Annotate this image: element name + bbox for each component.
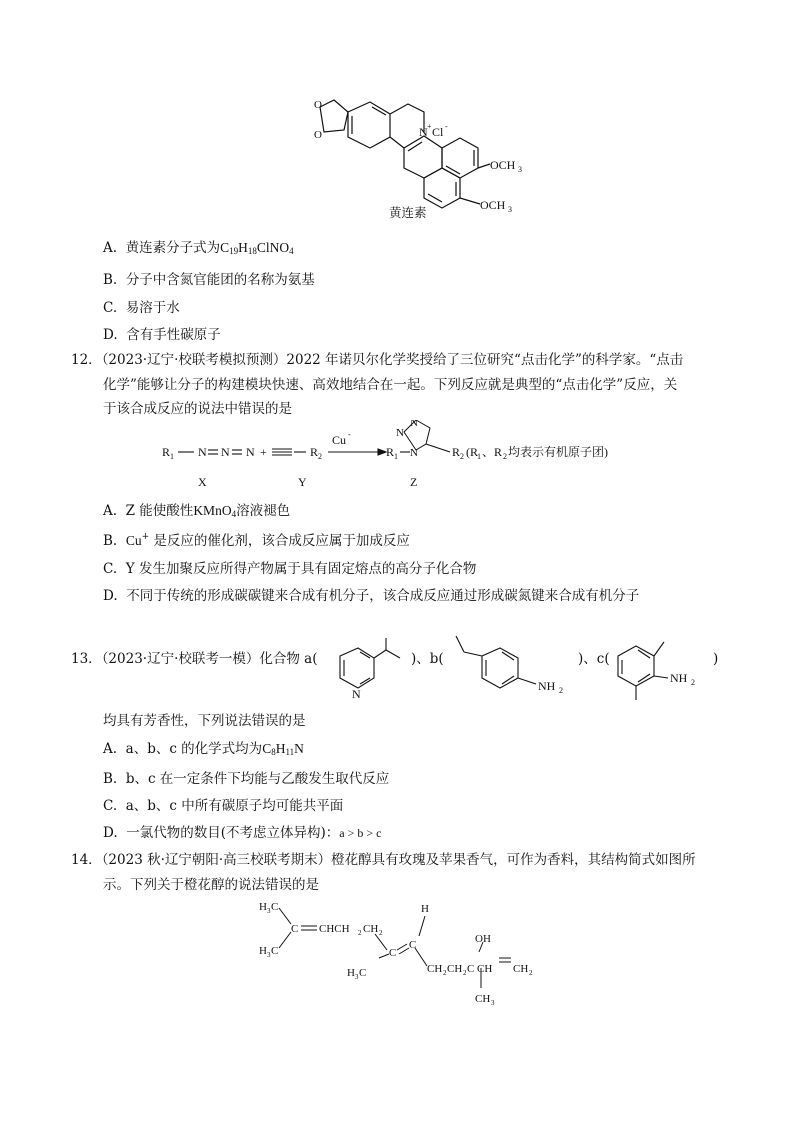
question-12-stem: 12．（2023·辽宁·校联考模拟预测）2022 年诺贝尔化学奖授给了三位研究“点击化学”的科学家。“点击 [71,352,684,368]
svg-text:(R: (R [466,445,478,459]
svg-text:2: 2 [503,452,507,461]
svg-text:O: O [314,99,322,111]
svg-text:C: C [359,967,367,979]
separator-c: )、c( [578,651,610,667]
svg-text:、R: 、R [482,445,503,459]
svg-text:2: 2 [443,969,447,977]
option-d: D. 一氯代物的数目(不考虑立体异构)：a > b > c [103,825,382,841]
svg-text:NH: NH [538,679,556,693]
svg-text:CH: CH [513,963,529,975]
svg-text:R: R [310,445,319,459]
separator-b: )、b( [411,651,444,667]
svg-text:OCH: OCH [490,158,516,172]
svg-text:1: 1 [477,452,481,461]
svg-text:1: 1 [170,452,174,461]
option-d: D. 不同于传统的形成碳碳键来合成有机分子，该合成反应通过形成碳氮键来合成有机分子 [103,588,640,604]
option-a: A. a、b、c 的化学式均为$C_8H_{11}N$ [103,741,304,757]
option-b: B. Cu+ 是反应的催化剂，该合成反应属于加成反应 [103,532,410,549]
svg-text:N: N [396,427,404,439]
svg-text:+: + [260,445,267,459]
svg-text:N: N [198,445,207,459]
formula: $C_{19}H_{18}ClNO_4$ [220,240,294,256]
svg-text:Cl: Cl [432,125,444,139]
svg-text:C: C [389,947,397,959]
question-12-stem-line-3: 于该合成反应的说法中错误的是 [103,401,292,417]
option-a: A. 黄连素分子式为$C_{19}H_{18}ClNO_4$ [103,240,294,256]
option-b: B. b、c 在一定条件下均能与乙酸发生取代反应 [103,771,390,787]
svg-text:Y: Y [298,475,307,489]
benzene-ring-left [348,102,390,148]
svg-text:2: 2 [460,452,464,461]
svg-text:OH: OH [475,933,491,945]
svg-text:-: - [348,430,351,439]
svg-text:CH: CH [427,963,443,975]
svg-text:C: C [467,963,475,975]
svg-text:X: X [198,475,207,489]
catalyst-label: Cu [332,433,347,447]
svg-text:OCH: OCH [480,198,506,212]
svg-text:N: N [410,447,418,459]
svg-text:-: - [445,122,448,131]
svg-text:N: N [352,687,361,701]
svg-text:2: 2 [379,929,383,937]
option-c: C. 易溶于水 [103,300,180,316]
svg-text:3: 3 [491,999,495,1007]
svg-text:1: 1 [394,452,398,461]
svg-text:H: H [421,903,429,915]
svg-text:+: + [427,122,432,131]
svg-text:2: 2 [318,452,322,461]
svg-text:CH: CH [363,923,379,935]
structure-caption: 黄连素 [389,205,427,220]
closing-paren: ) [713,651,719,667]
svg-text:N: N [410,420,418,429]
svg-text:H: H [259,901,267,913]
question-14-stem-line-2: 示。下列关于橙花醇的说法错误的是 [103,877,319,893]
nerol-structure [255,896,585,1016]
svg-text:CH: CH [477,963,493,975]
svg-text:CH: CH [475,993,491,1005]
svg-text:3: 3 [508,205,512,214]
option-d: D. 含有手性碳原子 [103,327,221,343]
svg-text:C: C [271,945,279,957]
svg-text:R: R [386,445,395,459]
option-b: B. 分子中含氮官能团的名称为氨基 [103,272,315,288]
svg-text:C: C [409,939,417,951]
dioxole-ring [320,100,348,132]
svg-text:O: O [314,129,322,141]
svg-text:H: H [259,945,267,957]
svg-text:2: 2 [358,929,362,937]
compound-c-structure [606,632,719,708]
svg-text:3: 3 [267,951,271,959]
svg-text:N: N [221,445,230,459]
compound-b-structure [448,634,578,710]
svg-text:均表示有机原子团): 均表示有机原子团) [508,445,608,459]
svg-text:H: H [347,967,355,979]
svg-text:3: 3 [267,907,271,915]
svg-text:C: C [291,923,299,935]
svg-text:3: 3 [518,165,522,174]
option-c: C. a、b、c 中所有碳原子均可能共平面 [103,798,344,814]
svg-text:R: R [162,445,171,459]
svg-text:Z: Z [410,475,418,489]
question-14-stem: 14．（2023 秋·辽宁朝阳·高三校联考期末）橙花醇具有玫瑰及苹果香气，可作为香料，其结构简式如图所 [71,852,696,868]
svg-text:2: 2 [691,678,695,687]
svg-text:2: 2 [559,686,563,695]
question-13-stem-line-2: 均具有芳香性，下列说法错误的是 [103,713,306,729]
svg-text:N: N [246,445,255,459]
compound-a-structure [322,636,412,706]
svg-text:CHCH: CHCH [319,923,350,935]
option-a: A. Z 能使酸性KMnO$_4$溶液褪色 [103,503,291,519]
svg-text:NH: NH [670,671,688,685]
svg-text:CH: CH [447,963,463,975]
benzene-ring-right [442,138,478,178]
svg-text:2: 2 [529,969,533,977]
svg-text:C: C [271,901,279,913]
click-reaction-scheme [160,420,680,492]
question-12-stem-line-2: 化学”能够让分子的构建模块快速、高效地结合在一起。下列反应就是典型的“点击化学”反应，关 [103,377,678,393]
svg-text:3: 3 [355,973,359,981]
nitrogen-label: N [419,125,428,139]
svg-text:R: R [452,445,461,459]
question-13-stem: 13．（2023·辽宁·校联考一模）化合物 a( [71,651,318,667]
option-c: C. Y 发生加聚反应所得产物属于具有固定熔点的高分子化合物 [103,561,477,577]
svg-text:2: 2 [463,969,467,977]
